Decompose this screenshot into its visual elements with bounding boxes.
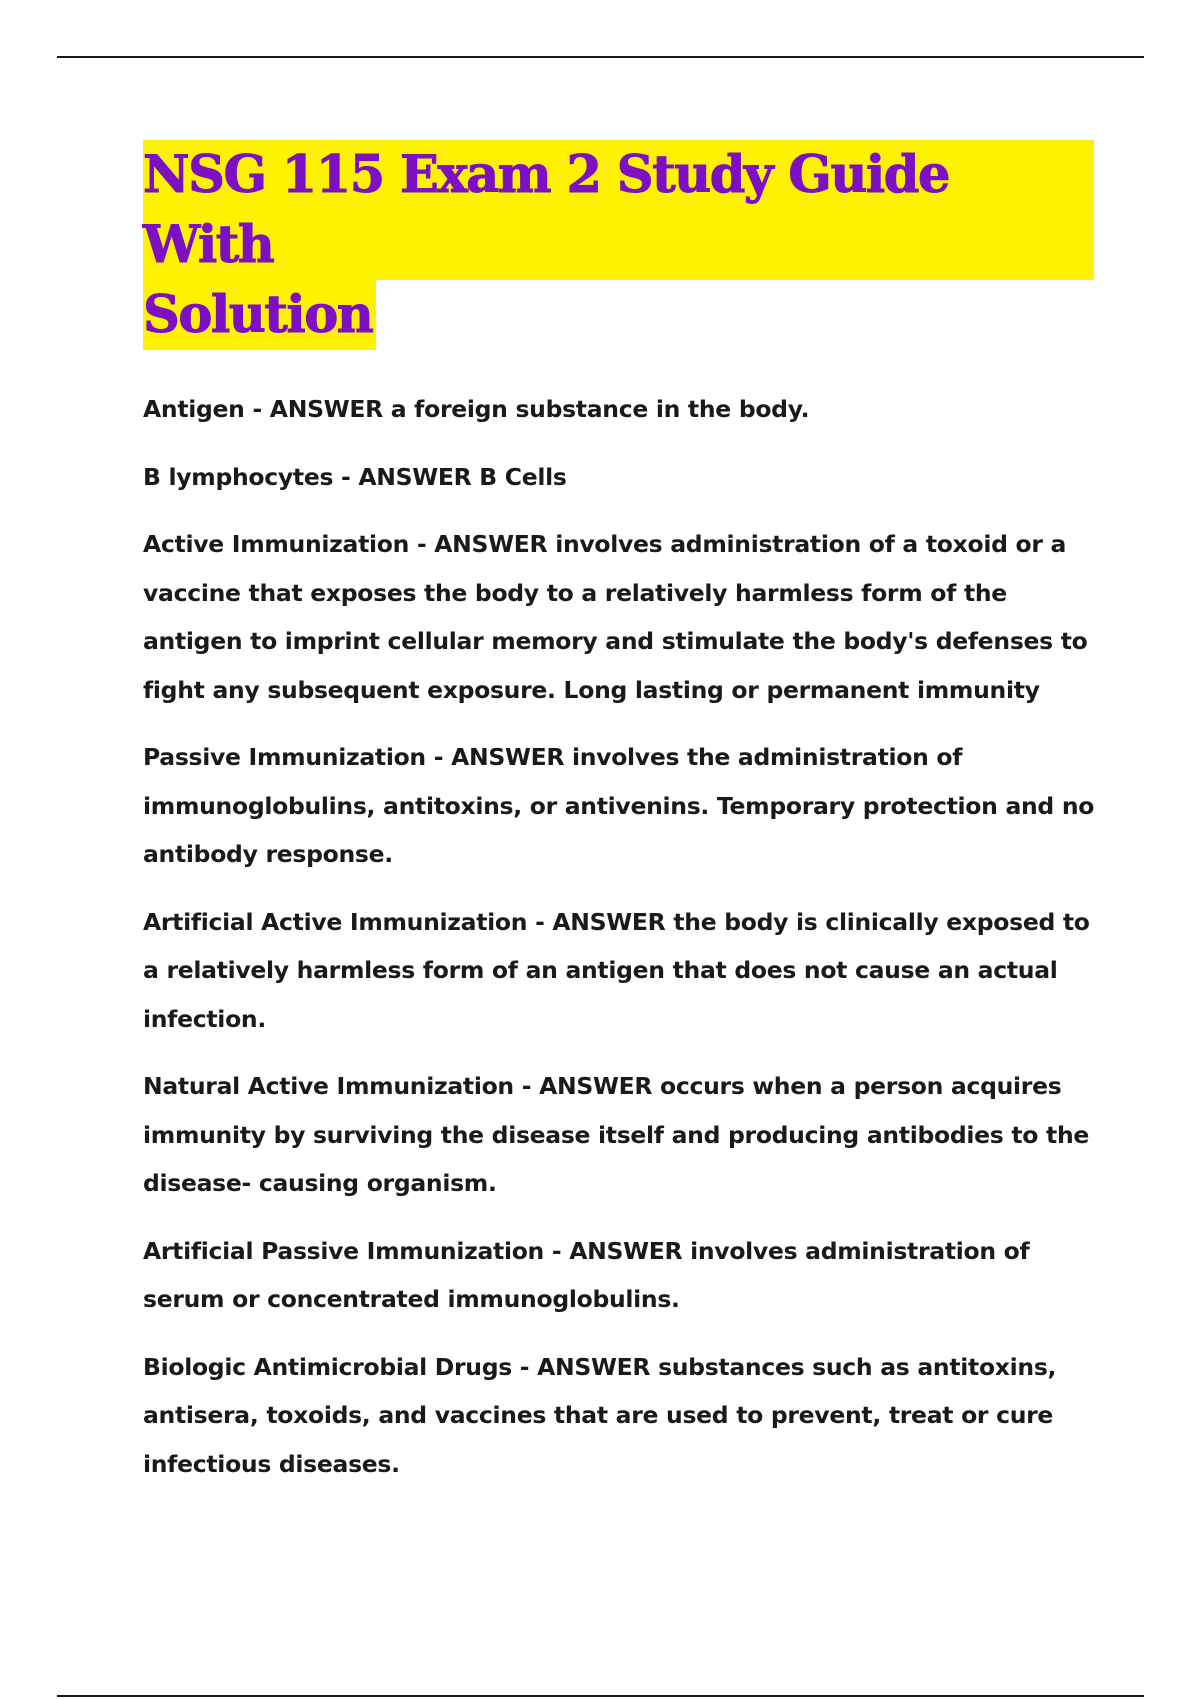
qa-entry-b-lymphocytes: B lymphocytes - ANSWER B Cells bbox=[143, 462, 567, 491]
qa-entry-passive-immunization: Passive Immunization - ANSWER involves the administration of immunoglobulins, antitoxins, or antivenins. Temporary protection and no antibody response. bbox=[143, 743, 1095, 868]
document-title bbox=[143, 140, 1103, 350]
qa-entry-artificial-passive-immunization: Artificial Passive Immunization - ANSWER involves administration of serum or concentrated immunoglobulins. bbox=[143, 1236, 1030, 1313]
qa-entry-biologic-antimicrobial-drugs: Biologic Antimicrobial Drugs - ANSWER substances such as antitoxins, antisera, toxoids, and vaccines that are used to prevent, treat or cure infectious diseases. bbox=[143, 1352, 1057, 1478]
title-line-1: NSG 115 Exam 2 Study Guide With bbox=[143, 140, 1094, 280]
qa-entry-natural-active-immunization: Natural Active Immunization - ANSWER occurs when a person acquires immunity by surviving the disease itself and producing antibodies to the disease- causing organism. bbox=[143, 1072, 1090, 1197]
qa-entries bbox=[143, 385, 1103, 1507]
top-rule bbox=[57, 56, 1144, 58]
qa-entry-artificial-active-immunization: Artificial Active Immunization - ANSWER the body is clinically exposed to a relatively harmless form of an antigen that does not cause an actual infection. bbox=[143, 907, 1090, 1033]
qa-entry-active-immunization: Active Immunization - ANSWER involves administration of a toxoid or a vaccine that exposes the body to a relatively harmless form of the antigen to imprint cellular memory and stimulate the body's defenses to fight any subsequent exposure. Long lasting or permanent immunity bbox=[143, 530, 1088, 704]
bottom-rule bbox=[57, 1695, 1144, 1697]
title-line-2: Solution bbox=[143, 280, 376, 350]
qa-entry-antigen: Antigen - ANSWER a foreign substance in the body. bbox=[143, 395, 810, 423]
